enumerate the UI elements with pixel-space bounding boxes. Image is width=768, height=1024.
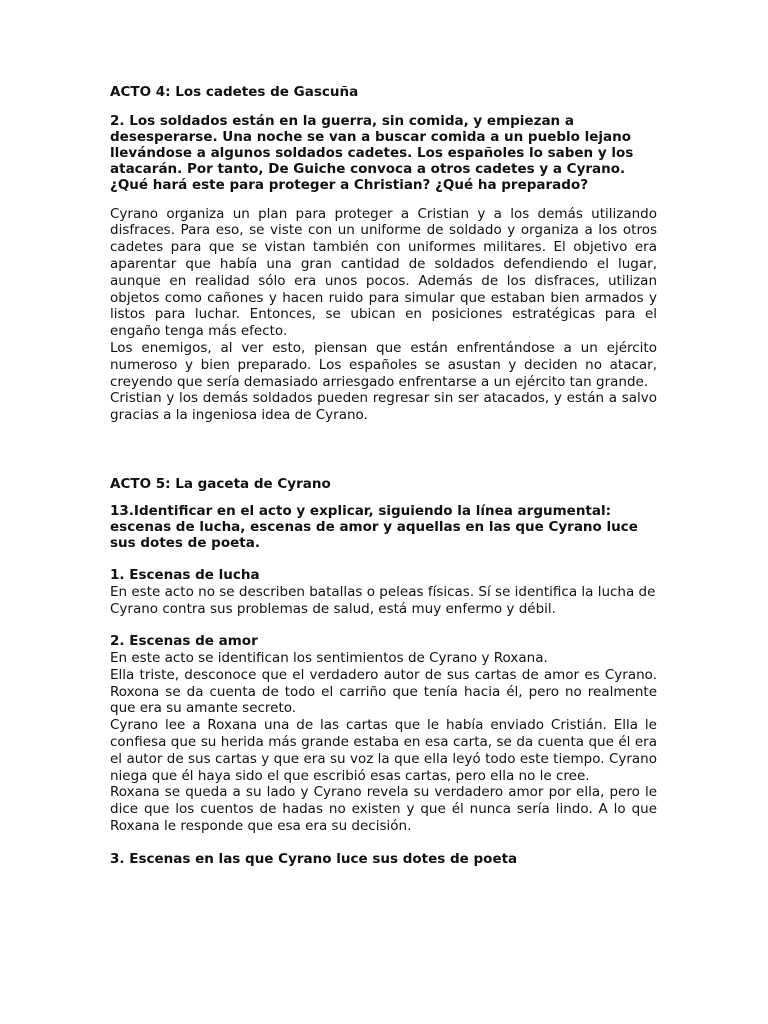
- section-paragraph: En este acto se identifican los sentimientos de Cyrano y Roxana.: [110, 649, 548, 666]
- act4-heading: ACTO 4: Los cadetes de Gascuña: [110, 84, 359, 100]
- section-title: 1. Escenas de lucha: [110, 567, 260, 584]
- section-paragraph: Roxana se queda a su lado y Cyrano revela su verdadero amor por ella, pero le dice que los cuentos de hadas no existen y que él nunca sería lindo. A lo que Roxana le responde que esa era su decisión.: [110, 784, 657, 834]
- section-title: 2. Escenas de amor: [110, 633, 258, 650]
- act5-heading: ACTO 5: La gaceta de Cyrano: [110, 475, 331, 492]
- act4-answer-paragraph: Cristian y los demás soldados pueden regresar sin ser atacados, y están a salvo gracias a la ingeniosa idea de Cyrano.: [110, 390, 657, 424]
- section-paragraph: Ella triste, desconoce que el verdadero autor de sus cartas de amor es Cyrano. Roxona se da cuenta de todo el carriño que tenía hacia él, pero no realmente que era su amante secreto.: [110, 666, 657, 717]
- document-page: [110, 84, 657, 867]
- section-poet-scenes: [110, 851, 657, 868]
- section-title: 3. Escenas en las que Cyrano luce sus dotes de poeta: [110, 850, 518, 867]
- act4-question: 2. Los soldados están en la guerra, sin comida, y empiezan a desesperarse. Una noche se van a buscar comida a un pueblo lejano llevándose a algunos soldados cadetes. Los españoles lo saben y los atacarán. Por tanto, De Guiche convoca a otros cadetes y a Cyrano. ¿Qué hará este para proteger a Christian? ¿Qué ha preparado?: [110, 112, 634, 194]
- act4-answer-paragraph: Cyrano organiza un plan para proteger a Cristian y a los demás utilizando disfraces. Para eso, se viste con un uniforme de soldado y organiza a los otros cadetes para que se vistan también con uniformes militares. El objetivo era aparentar que había una gran cantidad de soldados defendiendo el lugar, aunque en realidad sólo era unos pocos. Además de los disfraces, utilizan objetos como cañones y hacen ruido para simular que estaban bien armados y listos para luchar. Entonces, se ubican en posiciones estratégicas para el engaño tenga más efecto.: [110, 205, 657, 340]
- act4-answer: [110, 206, 657, 424]
- section-paragraph: En este acto no se describen batallas o peleas físicas. Sí se identifica la lucha de Cyrano contra sus problemas de salud, está muy enfermo y débil.: [110, 583, 656, 617]
- act4-answer-paragraph: Los enemigos, al ver esto, piensan que están enfrentándose a un ejército numeroso y bien preparado. Los españoles se asustan y deciden no atacar, creyendo que sería demasiado arriesgado enfrentarse a un ejército tan grande.: [110, 339, 657, 390]
- section-paragraph: Cyrano lee a Roxana una de las cartas que le había enviado Cristián. Ella le confiesa que su herida más grande estaba en esa carta, se da cuenta que él era el autor de sus cartas y que era su voz la que ella leyó todo este tiempo. Cyrano niega que él haya sido el que escribió esas cartas, pero ella no le cree.: [110, 717, 657, 784]
- act5-question: 13.Identificar en el acto y explicar, siguiendo la línea argumental: escenas de lucha, escenas de amor y aquellas en las que Cyrano luce sus dotes de poeta.: [110, 502, 638, 551]
- section-fight-scenes: [110, 567, 657, 617]
- section-love-scenes: [110, 633, 657, 834]
